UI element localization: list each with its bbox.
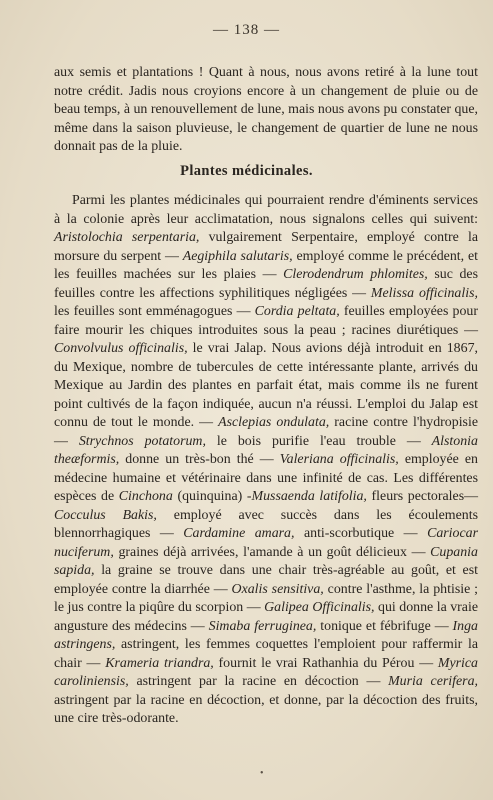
text-run: la graine se trouve dans une chair très-agréable au goût, et est employée contre la diarrhée — xyxy=(54,563,478,597)
text-run: employée en médecine humaine et vétérinaire dans une infinité de cas. Les différentes espèces de xyxy=(54,452,478,504)
plant-name: Cupania sapida, xyxy=(54,544,478,578)
plant-name: Alstonia theæformis, xyxy=(54,433,478,467)
plant-name: Cinchona xyxy=(118,489,173,504)
plant-name: Oxalis sensitiva, xyxy=(231,581,324,597)
plant-name: Myrica caroliniensis, xyxy=(54,655,478,689)
plant-name: Strychnos potatorum, xyxy=(78,433,206,449)
text-run: graines déjà arrivées, l'amande à un goût délicieux — xyxy=(113,544,431,560)
plant-name: Clerodendrum phlomites, xyxy=(283,267,428,282)
text-run: racine contre l'hydropisie — xyxy=(54,415,478,449)
paragraph-intro xyxy=(54,64,478,157)
plant-name: Cariocar nuciferum, xyxy=(54,526,478,560)
plant-name: Convolvulus officinalis, xyxy=(54,341,188,356)
text-run: Parmi les plantes médicinales qui pourraient rendre d'éminents services à la colonie après leur acclimatation, nous signalons celles qui suivent: xyxy=(54,193,478,227)
plant-name: Krameria triandra, xyxy=(105,655,214,671)
text-run: fournit le vrai Rathanhia du Pérou — xyxy=(213,655,438,671)
text-run: les feuilles sont emménagogues — xyxy=(54,304,255,319)
ink-dot-ornament: • xyxy=(260,768,264,779)
plant-name: Galipea Officinalis, xyxy=(264,600,375,615)
text-run: feuilles employées pour faire mourir les chiques introduites sous la peau ; racines diurétiques — xyxy=(54,304,478,338)
text-run: le bois purifie l'eau trouble — xyxy=(205,433,432,449)
plant-name: Asclepias ondulata, xyxy=(218,415,330,430)
text-run: donne un très-bon thé — xyxy=(119,452,280,467)
text-run: (quinquina) - xyxy=(172,489,252,504)
plant-name: Cordia peltata, xyxy=(254,304,340,319)
paragraph-intro-text: aux semis et plantations ! Quant à nous, nous avons retiré à la lune tout notre crédit. Jadis nous croyions encore à un changement de pluie ou de beau temps, à un renouvellement de lune, mais nous avons pu constater que, même dans la saison pluvieuse, le changement de quartier de lune ne nous donnait pas de la pluie. xyxy=(54,65,478,154)
plant-name: Aegiphila salutaris, xyxy=(182,248,293,264)
text-run: employé comme le précédent, et les feuilles machées sur les plaies — xyxy=(54,248,478,282)
plant-name: Cardamine amara, xyxy=(183,526,295,541)
text-run: fleurs pectorales— xyxy=(366,489,478,504)
text-run: astringent par la racine en décoction, et donne, par la décoction des fruits, une cire très-odorante. xyxy=(54,692,478,726)
text-run: tonique et fébrifuge — xyxy=(316,618,453,634)
text-run: employé avec succès dans les écoulements blennorrhagiques — xyxy=(54,507,478,541)
paragraph-medicinal-plants-text xyxy=(54,192,478,729)
text-run: qui donne la vraie angusture des médecins — xyxy=(54,600,478,634)
text-run: suc des feuilles contre les affections syphilitiques négligées — xyxy=(54,267,478,301)
section-heading: Plantes médicinales. xyxy=(180,163,313,179)
plant-name: Muria cerifera, xyxy=(388,674,478,689)
plant-name: Inga astringens, xyxy=(54,618,478,652)
page-number: — 138 — xyxy=(213,22,280,38)
plant-name: Mussaenda latifolia, xyxy=(251,489,367,504)
paragraph-medicinal-plants xyxy=(54,192,478,729)
text-run: astringent, les femmes coquettes l'emploient pour raffermir la chair — xyxy=(54,637,478,671)
text-run: astringent par la racine en décoction — xyxy=(128,674,389,689)
text-run: le vrai Jalap. Nous avions déjà introduit en 1867, du Mexique, nombre de tubercules de cette intéressante plante, arrivés du Mexique au Jardin des plantes en parfait état, mais comme ils ne furent point cultivés de la façon indiquée, aucun n'a réussi. L'emploi du Jalap est connu de tout le monde. — xyxy=(54,341,478,430)
plant-name: Aristolochia serpentaria, xyxy=(54,230,200,245)
text-run: contre l'asthme, la phtisie ; le jus contre la piqûre du scorpion — xyxy=(54,581,478,615)
plant-name: Valeriana officinalis, xyxy=(279,452,399,467)
text-run: anti-scorbutique — xyxy=(294,526,428,541)
text-run: vulgairement Serpentaire, employé contre la morsure du serpent — xyxy=(54,230,478,264)
plant-name: Simaba ferruginea, xyxy=(208,618,317,634)
plant-name: Cocculus Bakis, xyxy=(54,507,157,523)
plant-name: Melissa officinalis, xyxy=(370,285,478,301)
